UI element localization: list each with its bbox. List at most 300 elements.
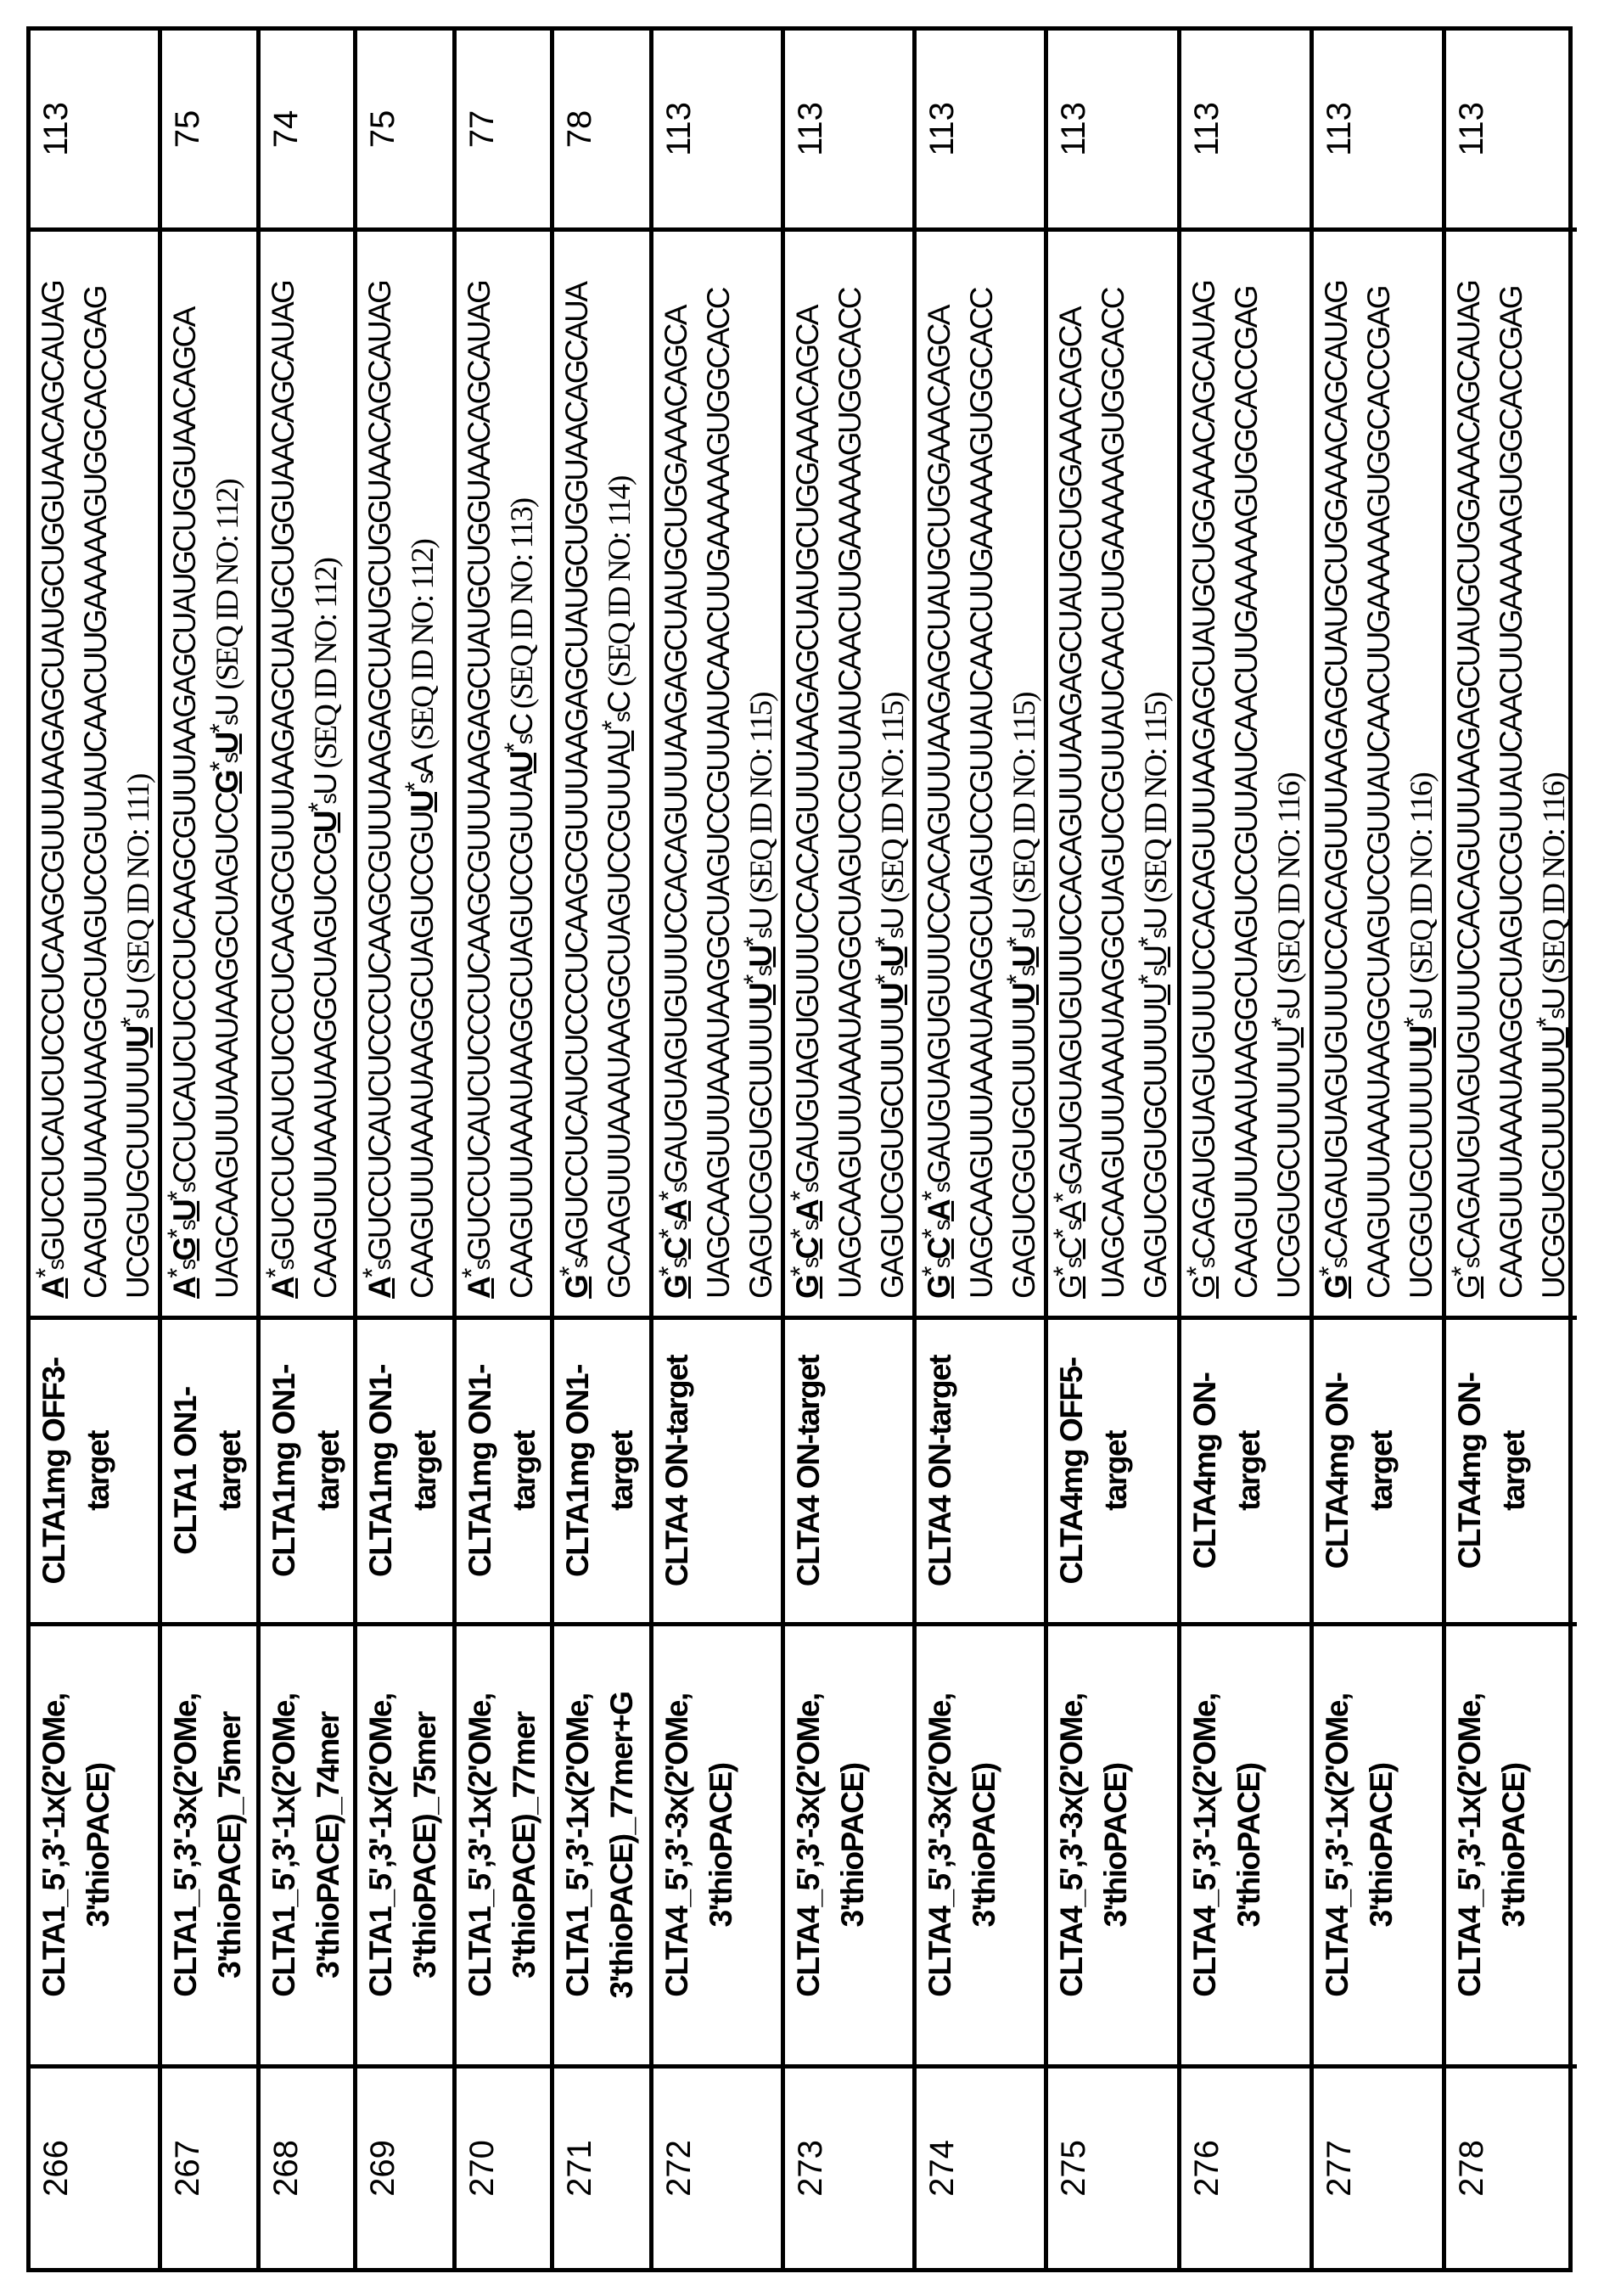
- phosphorothioate-asterisk: *: [162, 1270, 192, 1278]
- sequence-number: 273: [792, 2140, 829, 2197]
- nucleotide-run: UAGCAAGUUUAAAUAAGGCUAGUCCGUUAUCAACUUGAAAAAGUGGCACC: [833, 289, 867, 1299]
- guide-name-cell: [653, 1622, 781, 2064]
- target-cell: [1314, 1316, 1442, 1622]
- nucleotide-run: CAGAUGUAGUGUUUCCACAGUUUAAGAGCUAUGCUGGAAACAGCAUAG: [1319, 282, 1354, 1260]
- phosphorothioate-asterisk: *: [1266, 1019, 1296, 1028]
- sequence-line: [698, 232, 740, 1299]
- phosphorothioate-s: s: [666, 1183, 692, 1193]
- guide-name-cell: [785, 1622, 912, 2064]
- modified-nucleotide: U: [875, 946, 910, 967]
- length-cell: [1314, 31, 1442, 227]
- phosphorothioate-asterisk: *: [457, 1270, 486, 1278]
- sequence-line: [32, 232, 75, 1299]
- phosphorothioate-asterisk: *: [303, 805, 333, 813]
- sequence-cell: [357, 227, 452, 1316]
- target-line: CLTA4 ON-target: [787, 1320, 831, 1622]
- guide-name-line: 3'thioPACE): [962, 1626, 1007, 2064]
- sequence-number: 268: [267, 2140, 305, 2197]
- nucleotide-run: GAGUCGGUGCUUUU: [743, 1005, 778, 1299]
- phosphorothioate-asterisk: *: [1133, 976, 1163, 985]
- phosphorothioate-asterisk: *: [1048, 1194, 1078, 1203]
- sequence-line: [655, 232, 698, 1299]
- sequence-number: 272: [660, 2140, 698, 2197]
- guide-name-line: 3'thioPACE): [831, 1626, 875, 2064]
- length-cell: [1048, 31, 1177, 227]
- sequence-cell: [1048, 227, 1177, 1316]
- sequence-table: [26, 26, 1573, 2272]
- table-row: [1446, 31, 1577, 2268]
- phosphorothioate-asterisk: *: [1001, 939, 1031, 947]
- target-cell: [261, 1316, 353, 1622]
- guide-name-cell: [457, 1622, 550, 2064]
- sequence-length: 77: [463, 110, 501, 149]
- sequence-line: [787, 232, 829, 1299]
- guide-name-cell: [261, 1622, 353, 2064]
- nucleotide-run: UCGGUGCUUUUU: [1271, 1047, 1306, 1299]
- guide-name-line: CLTA4_5',3'-3x(2'OMe,: [787, 1626, 831, 2064]
- modified-nucleotide: A: [462, 1278, 496, 1299]
- target-line: CLTA1mg OFF3-: [32, 1320, 76, 1622]
- sequence-number: 269: [364, 2140, 401, 2197]
- sequence-line: [1135, 232, 1177, 1299]
- target-line: CLTA4mg ON-: [1448, 1320, 1492, 1622]
- length-cell: [31, 31, 158, 227]
- sequence-number-cell: [457, 2064, 550, 2268]
- modified-nucleotide: G: [922, 1277, 956, 1299]
- nucleotide-run: CAAGUUUAAAUAAGGCUAGUCCGUUAUCAACUUGAAAAAGUGGCACCGAG: [78, 287, 113, 1299]
- sequence-number-cell: [554, 2064, 649, 2268]
- nucleotide-run: GUCCUCAUCUCCCUCAAGCGUUUAAGAGCUAUGCUGGUAACAGCAUAG: [362, 282, 397, 1261]
- sequence-number-cell: [917, 2064, 1044, 2268]
- sequence-line: [1400, 232, 1442, 1299]
- modified-nucleotide: C: [922, 1238, 956, 1259]
- phosphorothioate-asterisk: *: [1048, 1231, 1078, 1239]
- target-line: CLTA1mg ON1-: [359, 1320, 403, 1622]
- phosphorothioate-s: s: [798, 1259, 823, 1268]
- phosphorothioate-asterisk: *: [205, 726, 234, 734]
- guide-name-cell: [554, 1622, 649, 2064]
- guide-name-cell: [917, 1622, 1044, 2064]
- sequence-number: 267: [169, 2140, 206, 2197]
- nucleotide-run: GAGUCGGUGCUUUU: [1138, 1005, 1173, 1299]
- phosphorothioate-s: s: [512, 735, 537, 744]
- sequence-number-cell: [1181, 2064, 1310, 2268]
- nucleotide-run: UAGCAAGUUUAAAUAAGGCUAGUCC: [210, 794, 244, 1299]
- modified-nucleotide: G: [1319, 1277, 1354, 1299]
- seq-id-label: (SEQ ID NO: 115): [1007, 693, 1042, 909]
- target-line: target: [208, 1320, 252, 1622]
- phosphorothioate-s: s: [1326, 1259, 1352, 1268]
- sequence-length: 74: [267, 110, 305, 149]
- nucleotide-run: CAAGUUUAAAUAAGGCUAGUCCGUUAUCAACUUGAAAAAGUGGCACCGAG: [1494, 287, 1528, 1299]
- nucleotide-run: UAGCAAGUUUAAAUAAGGCUAGUCCGUUAUCAACUUGAAAAAGUGGCACC: [964, 289, 999, 1299]
- phosphorothioate-asterisk: *: [1314, 1268, 1343, 1277]
- nucleotide-run: GAUGUAGUGUUUCCACAGUUUAAGAGCUAUGCUGGAAACAGCA: [1053, 308, 1088, 1185]
- phosphorothioate-asterisk: *: [1399, 1019, 1428, 1028]
- seq-id-label: (SEQ ID NO: 116): [1272, 773, 1307, 989]
- sequence-line: [598, 232, 641, 1299]
- target-line: target: [600, 1320, 644, 1622]
- nucleotide-run: CAAGUUUAAAUAAGGCUAGUCCG: [308, 833, 343, 1299]
- modified-nucleotide: G: [167, 1238, 202, 1260]
- nucleotide-run: GAUGUAGUGUUUCCACAGUUUAAGAGCUAUGCUGGAAACAGCA: [790, 306, 825, 1183]
- sequence-line: [1003, 232, 1044, 1299]
- modified-nucleotide: A: [167, 1278, 202, 1299]
- sequence-line: [501, 232, 543, 1299]
- modified-nucleotide: U: [167, 1201, 202, 1221]
- modified-nucleotide: G: [210, 772, 244, 794]
- modified-nucleotide: U: [504, 753, 539, 773]
- sequence-length: 75: [169, 110, 206, 149]
- target-line: CLTA4 ON-target: [655, 1320, 699, 1622]
- sequence-length: 78: [561, 110, 598, 149]
- nucleotide-run: U: [743, 909, 778, 929]
- sequence-number-cell: [357, 2064, 452, 2268]
- guide-name-line: CLTA1_5',3'-3x(2'OMe,: [164, 1626, 208, 2064]
- phosphorothioate-s: s: [1279, 1010, 1304, 1019]
- phosphorothioate-asterisk: *: [917, 1193, 946, 1201]
- nucleotide-run: CCUCAUCUCCCUCAAGCGUUUAAGAGCUAUGCUGGUAACAGCA: [167, 308, 202, 1183]
- nucleotide-run: U: [308, 775, 343, 795]
- nucleotide-run: CAGAUGUAGUGUUUCCACAGUUUAAGAGCUAUGCUGGAAACAGCAUAG: [1186, 282, 1221, 1260]
- table-row: [457, 31, 554, 2268]
- sequence-length: 113: [1188, 102, 1225, 156]
- modified-nucleotide: C: [790, 1238, 825, 1259]
- table-row: [1048, 31, 1181, 2268]
- guide-name-line: 3'thioPACE)_74mer: [306, 1626, 351, 2064]
- sequence-line: [1050, 232, 1092, 1299]
- guide-name-cell: [31, 1622, 158, 2064]
- phosphorothioate-s: s: [175, 1261, 200, 1271]
- nucleotide-run: C: [504, 715, 539, 735]
- phosphorothioate-asterisk: *: [1446, 1268, 1476, 1277]
- target-cell: [1446, 1316, 1577, 1622]
- phosphorothioate-s: s: [43, 1261, 69, 1271]
- sequence-line: [872, 232, 912, 1299]
- sequence-line: [1268, 232, 1310, 1299]
- phosphorothioate-s: s: [469, 1261, 495, 1271]
- guide-name-cell: [162, 1622, 256, 2064]
- sequence-number: 276: [1188, 2140, 1225, 2197]
- phosphorothioate-asterisk: *: [870, 939, 900, 947]
- guide-name-line: CLTA4_5',3'-3x(2'OMe,: [1050, 1626, 1094, 2064]
- guide-name-line: CLTA4_5',3'-3x(2'OMe,: [918, 1626, 962, 2064]
- sequence-number: 271: [561, 2140, 598, 2197]
- phosphorothioate-s: s: [217, 755, 243, 764]
- modified-nucleotide: G: [1053, 1277, 1088, 1299]
- modified-nucleotide: U: [1138, 985, 1173, 1005]
- sequence-line: [1533, 232, 1575, 1299]
- target-cell: [162, 1316, 256, 1622]
- sequence-cell: [785, 227, 912, 1316]
- sequence-line: [262, 232, 305, 1299]
- phosphorothioate-s: s: [128, 1010, 154, 1019]
- target-line: CLTA1mg ON1-: [458, 1320, 502, 1622]
- modified-nucleotide: A: [790, 1201, 825, 1221]
- modified-nucleotide: U: [121, 1027, 155, 1047]
- nucleotide-run: GAGUCGGUGCUUUU: [1007, 1005, 1041, 1299]
- sequence-line: [1183, 232, 1225, 1299]
- nucleotide-run: CAAGUUUAAAUAAGGCUAGUCCGUUA: [504, 773, 539, 1299]
- modified-nucleotide: A: [922, 1201, 956, 1221]
- sequence-number-cell: [653, 2064, 781, 2268]
- modified-nucleotide: G: [1451, 1277, 1486, 1299]
- sequence-cell: [457, 227, 550, 1316]
- sequence-number: 275: [1055, 2140, 1092, 2197]
- phosphorothioate-s: s: [666, 1221, 692, 1231]
- sequence-number: 274: [923, 2140, 961, 2197]
- table-row: [917, 31, 1048, 2268]
- phosphorothioate-s: s: [273, 1261, 299, 1271]
- phosphorothioate-s: s: [1061, 1221, 1086, 1231]
- phosphorothioate-asterisk: *: [162, 1231, 192, 1239]
- nucleotide-run: GAUGUAGUGUUUCCACAGUUUAAGAGCUAUGCUGGAAACAGCA: [659, 306, 693, 1183]
- modified-nucleotide: U: [308, 812, 343, 833]
- sequence-number-cell: [1314, 2064, 1442, 2268]
- sequence-number: 270: [463, 2140, 501, 2197]
- sequence-length: 75: [364, 110, 401, 149]
- phosphorothioate-s: s: [370, 1261, 395, 1271]
- sequence-length: 113: [1453, 102, 1490, 156]
- phosphorothioate-asterisk: *: [499, 744, 529, 753]
- sequence-line: [918, 232, 961, 1299]
- phosphorothioate-s: s: [751, 968, 777, 977]
- phosphorothioate-s: s: [1014, 929, 1040, 939]
- nucleotide-run: UAGCAAGUUUAAAUAAGGCUAGUCCGUUAUCAACUUGAAAAAGUGGCACC: [701, 289, 736, 1299]
- modified-nucleotide: A: [362, 1278, 397, 1299]
- modified-nucleotide: A: [266, 1278, 300, 1299]
- sequence-line: [1358, 232, 1400, 1299]
- phosphorothioate-asterisk: *: [597, 722, 626, 731]
- target-cell: [357, 1316, 452, 1622]
- sequence-length: 113: [660, 102, 698, 156]
- nucleotide-run: GAGUCGGUGCUUUU: [875, 1005, 910, 1299]
- sequence-line: [164, 232, 206, 1299]
- target-cell: [917, 1316, 1044, 1622]
- sequence-line: [305, 232, 347, 1299]
- length-cell: [457, 31, 550, 227]
- sequence-cell: [31, 227, 158, 1316]
- phosphorothioate-asterisk: *: [400, 783, 429, 792]
- table-row: [653, 31, 785, 2268]
- target-line: CLTA4mg ON-: [1315, 1320, 1360, 1622]
- length-cell: [162, 31, 256, 227]
- guide-name-line: CLTA1_5',3'-1x(2'OMe,: [458, 1626, 502, 2064]
- table-row: [1314, 31, 1446, 2268]
- sequence-cell: [261, 227, 353, 1316]
- table-row: [1181, 31, 1314, 2268]
- phosphorothioate-s: s: [217, 716, 243, 726]
- phosphorothioate-asterisk: *: [554, 1268, 584, 1277]
- phosphorothioate-s: s: [1146, 968, 1171, 977]
- nucleotide-run: U: [1007, 909, 1041, 929]
- sequence-line: [458, 232, 501, 1299]
- modified-nucleotide: U: [1271, 1027, 1306, 1047]
- phosphorothioate-asterisk: *: [785, 1193, 815, 1201]
- seq-id-label: (SEQ ID NO: 112): [309, 559, 344, 774]
- sequence-number: 266: [37, 2140, 75, 2197]
- nucleotide-run: U: [1138, 909, 1173, 929]
- sequence-line: [1092, 232, 1135, 1299]
- length-cell: [357, 31, 452, 227]
- phosphorothioate-asterisk: *: [1001, 976, 1031, 985]
- phosphorothioate-asterisk: *: [261, 1270, 290, 1278]
- phosphorothioate-s: s: [175, 1183, 200, 1193]
- phosphorothioate-asterisk: *: [785, 1231, 815, 1239]
- target-line: target: [306, 1320, 351, 1622]
- guide-name-line: CLTA4_5',3'-3x(2'OMe,: [655, 1626, 699, 2064]
- sequence-cell: [1181, 227, 1310, 1316]
- nucleotide-run: GUCCUCAUCUCCCUCAAGCGUUUAAGAGCUAUGCUGGUAACAGCAUAG: [36, 282, 70, 1261]
- document-page: [0, 0, 1604, 2296]
- phosphorothioate-asterisk: *: [357, 1270, 387, 1278]
- phosphorothioate-asterisk: *: [31, 1270, 60, 1278]
- guide-name-line: CLTA4_5',3'-1x(2'OMe,: [1183, 1626, 1227, 2064]
- phosphorothioate-s: s: [751, 929, 777, 939]
- phosphorothioate-s: s: [929, 1259, 955, 1268]
- phosphorothioate-asterisk: *: [917, 1231, 946, 1239]
- sequence-number-cell: [31, 2064, 158, 2268]
- phosphorothioate-asterisk: *: [653, 1268, 683, 1277]
- guide-name-cell: [1181, 1622, 1310, 2064]
- guide-name-line: CLTA4_5',3'-1x(2'OMe,: [1448, 1626, 1492, 2064]
- target-line: target: [1094, 1320, 1138, 1622]
- phosphorothioate-s: s: [567, 1259, 592, 1268]
- sequence-line: [1448, 232, 1490, 1299]
- phosphorothioate-asterisk: *: [1531, 1019, 1561, 1028]
- phosphorothioate-s: s: [412, 775, 438, 784]
- length-cell: [261, 31, 353, 227]
- target-line: target: [502, 1320, 547, 1622]
- seq-id-label: (SEQ ID NO: 114): [603, 477, 637, 693]
- modified-nucleotide: C: [659, 1238, 693, 1259]
- phosphorothioate-s: s: [1459, 1259, 1484, 1268]
- sequence-number: 278: [1453, 2140, 1490, 2197]
- sequence-line: [401, 232, 444, 1299]
- modified-nucleotide: U: [743, 946, 778, 967]
- sequence-number-cell: [162, 2064, 256, 2268]
- seq-id-label: (SEQ ID NO: 112): [406, 540, 440, 755]
- table-row: [162, 31, 261, 2268]
- sequence-line: [1225, 232, 1268, 1299]
- target-cell: [554, 1316, 649, 1622]
- guide-name-line: CLTA4_5',3'-1x(2'OMe,: [1315, 1626, 1360, 2064]
- modified-nucleotide: U: [1007, 985, 1041, 1005]
- guide-name-line: 3'thioPACE): [1360, 1626, 1404, 2064]
- guide-name-line: 3'thioPACE)_75mer: [208, 1626, 252, 2064]
- length-cell: [554, 31, 649, 227]
- phosphorothioate-s: s: [1194, 1259, 1220, 1268]
- phosphorothioate-asterisk: *: [1133, 939, 1163, 947]
- phosphorothioate-asterisk: *: [115, 1019, 145, 1028]
- nucleotide-run: U: [210, 696, 244, 716]
- sequence-number-cell: [785, 2064, 912, 2268]
- sequence-line: [117, 232, 158, 1299]
- target-line: target: [76, 1320, 121, 1622]
- table-row: [261, 31, 357, 2268]
- target-line: target: [403, 1320, 447, 1622]
- nucleotide-run: GCAAGUUUAAAUAAGGCUAGUCCGUUA: [602, 751, 637, 1299]
- phosphorothioate-s: s: [1411, 1010, 1437, 1019]
- nucleotide-run: UAGCAAGUUUAAAUAAGGCUAGUCCGUUAUCAACUUGAAAAAGUGGCACC: [1096, 289, 1130, 1299]
- nucleotide-run: CAAGUUUAAAUAAGGCUAGUCCGUUAUCAACUUGAAAAAGUGGCACCGAG: [1229, 287, 1264, 1299]
- seq-id-label: (SEQ ID NO: 113): [505, 499, 540, 715]
- phosphorothioate-s: s: [175, 1221, 200, 1231]
- length-cell: [785, 31, 912, 227]
- sequence-length: 113: [37, 102, 75, 156]
- modified-nucleotide: U: [210, 733, 244, 754]
- phosphorothioate-s: s: [316, 795, 341, 805]
- table-row: [785, 31, 917, 2268]
- sequence-line: [206, 232, 249, 1299]
- sequence-line: [961, 232, 1003, 1299]
- phosphorothioate-asterisk: *: [653, 1193, 683, 1201]
- sequence-line: [75, 232, 117, 1299]
- length-cell: [1181, 31, 1310, 227]
- modified-nucleotide: U: [405, 792, 440, 812]
- nucleotide-run: CAAGUUUAAAUAAGGCUAGUCCGUUAUCAACUUGAAAAAGUGGCACCGAG: [1361, 287, 1396, 1299]
- phosphorothioate-s: s: [883, 929, 908, 939]
- table-row: [31, 31, 162, 2268]
- phosphorothioate-s: s: [1014, 968, 1040, 977]
- guide-name-line: CLTA1_5',3'-1x(2'OMe,: [32, 1626, 76, 2064]
- phosphorothioate-asterisk: *: [162, 1193, 192, 1201]
- sequence-cell: [1446, 227, 1577, 1316]
- guide-name-line: CLTA1_5',3'-1x(2'OMe,: [359, 1626, 403, 2064]
- sequence-line: [359, 232, 401, 1299]
- sequence-length: 113: [1055, 102, 1092, 156]
- modified-nucleotide: A: [36, 1278, 70, 1299]
- phosphorothioate-s: s: [1146, 929, 1171, 939]
- sequence-line: [556, 232, 598, 1299]
- target-cell: [457, 1316, 550, 1622]
- nucleotide-run: GUCCUCAUCUCCCUCAAGCGUUUAAGAGCUAUGCUGGUAACAGCAUAG: [266, 282, 300, 1261]
- phosphorothioate-asterisk: *: [870, 976, 900, 985]
- target-cell: [31, 1316, 158, 1622]
- modified-nucleotide: A: [1053, 1203, 1088, 1221]
- modified-nucleotide: U: [602, 731, 637, 751]
- length-cell: [1446, 31, 1577, 227]
- nucleotide-run: UCGGUGCUUUUU: [121, 1047, 155, 1299]
- sequence-number-cell: [1446, 2064, 1577, 2268]
- phosphorothioate-asterisk: *: [785, 1268, 815, 1277]
- target-line: CLTA4 ON-target: [918, 1320, 962, 1622]
- length-cell: [653, 31, 781, 227]
- phosphorothioate-asterisk: *: [1048, 1268, 1078, 1277]
- nucleotide-run: GAUGUAGUGUUUCCACAGUUUAAGAGCUAUGCUGGAAACAGCA: [922, 306, 956, 1183]
- seq-id-label: (SEQ ID NO: 115): [744, 693, 779, 909]
- target-cell: [785, 1316, 912, 1622]
- seq-id-label: (SEQ ID NO: 115): [1139, 693, 1174, 909]
- phosphorothioate-asterisk: *: [738, 939, 768, 947]
- sequence-length: 113: [1321, 102, 1358, 156]
- phosphorothioate-s: s: [609, 713, 635, 722]
- target-line: target: [1227, 1320, 1271, 1622]
- nucleotide-run: UCGGUGCUUUUU: [1404, 1047, 1439, 1299]
- phosphorothioate-s: s: [929, 1183, 955, 1193]
- phosphorothioate-asterisk: *: [205, 763, 234, 772]
- nucleotide-run: U: [1536, 990, 1571, 1010]
- table-row: [554, 31, 653, 2268]
- sequence-number-cell: [1048, 2064, 1177, 2268]
- nucleotide-run: UCGGUGCUUUUU: [1536, 1047, 1571, 1299]
- seq-id-label: (SEQ ID NO: 115): [876, 693, 911, 909]
- nucleotide-run: AGUCCUCAUCUCCCUCAAGCGUUUAAGAGCUAUGCUGGUAACAGCAUA: [559, 283, 594, 1260]
- target-line: target: [1360, 1320, 1404, 1622]
- phosphorothioate-s: s: [883, 968, 908, 977]
- target-line: CLTA1 ON1-: [164, 1320, 208, 1622]
- nucleotide-run: C: [602, 693, 637, 713]
